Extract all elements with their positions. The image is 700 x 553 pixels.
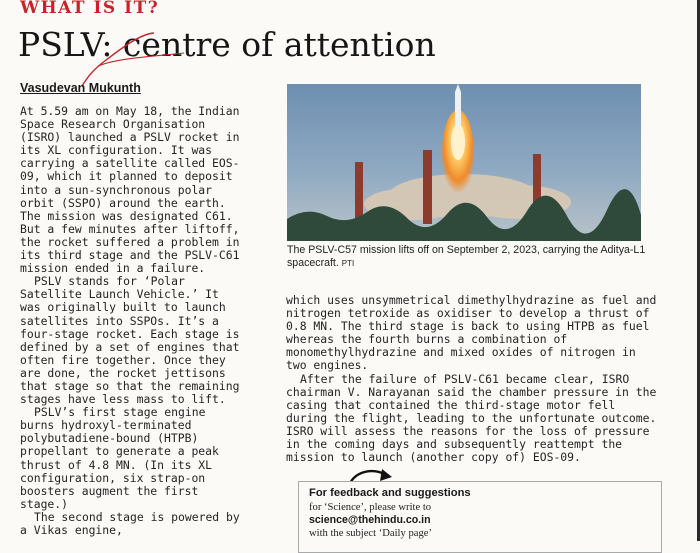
section-kicker: WHAT IS IT? — [20, 0, 160, 18]
article-column-left — [20, 105, 246, 537]
feedback-line: for ‘Science’, please write to — [309, 502, 432, 513]
photo-caption — [287, 244, 647, 270]
paragraph: The second stage is powered by a Vikas engine, — [20, 509, 240, 537]
feedback-box — [298, 481, 662, 553]
headline: PSLV: centre of attention — [18, 25, 436, 64]
feedback-subject: with the subject ‘Daily page’ — [309, 528, 432, 539]
paragraph: which uses unsymmetrical dimethylhydrazine as fuel and nitrogen tetroxide as oxidiser to develop a thrust of 0.8 MN. The third stage is back to using HTPB as fuel whereas the fourth burns a combination of monomethylhydrazine and mixed oxides of nitrogen in two engines. — [286, 293, 657, 373]
paragraph: At 5.59 am on May 18, the Indian Space Research Organisation (ISRO) launched a PSLV rocket in its XL configuration. It was carrying a satellite called EOS-09, which it planned to deposit into a sun-synchronous polar orbit (SSPO) around the earth. The mission was designated C61. But a few minutes after liftoff, the rocket suffered a problem in its third stage and the PSLV-C61 mission ended in a failure. — [20, 104, 240, 276]
rocket-launch-photo — [287, 84, 641, 241]
feedback-email[interactable]: science@thehindu.co.in — [309, 514, 431, 526]
caption-text: The PSLV-C57 mission lifts off on September 2, 2023, carrying the Aditya-L1 spacecraft. — [287, 244, 646, 269]
pen-strike-mark — [78, 30, 188, 88]
feedback-title: For feedback and suggestions — [309, 487, 471, 499]
photo-credit: PTI — [341, 259, 355, 268]
byline: Vasudevan Mukunth — [20, 81, 141, 95]
paragraph: PSLV stands for ‘Polar Satellite Launch Vehicle.’ It was originally built to launch satellites into SSPOs. It’s a four-stage rocket. Each stage is defined by a set of engines that often fire together. Once they are done, the rocket jettisons that stage so that the remaining stages have less mass to lift. — [20, 274, 240, 407]
paragraph: PSLV’s first stage engine burns hydroxyl-terminated polybutadiene-bound (HTPB) propellant to generate a peak thrust of 4.8 MN. (In its XL configuration, six strap-on boosters augment the first stage.) — [20, 405, 219, 511]
paragraph: After the failure of PSLV-C61 became clear, ISRO chairman V. Narayanan said the chamber pressure in the casing that contained the third-stage motor fell during the flight, leading to the unfortunate outcome. ISRO will assess the reasons for the loss of pressure in the coming days and subsequently reattempt the mission to launch (another copy of) EOS-09. — [286, 371, 657, 465]
article-column-right — [286, 294, 658, 464]
